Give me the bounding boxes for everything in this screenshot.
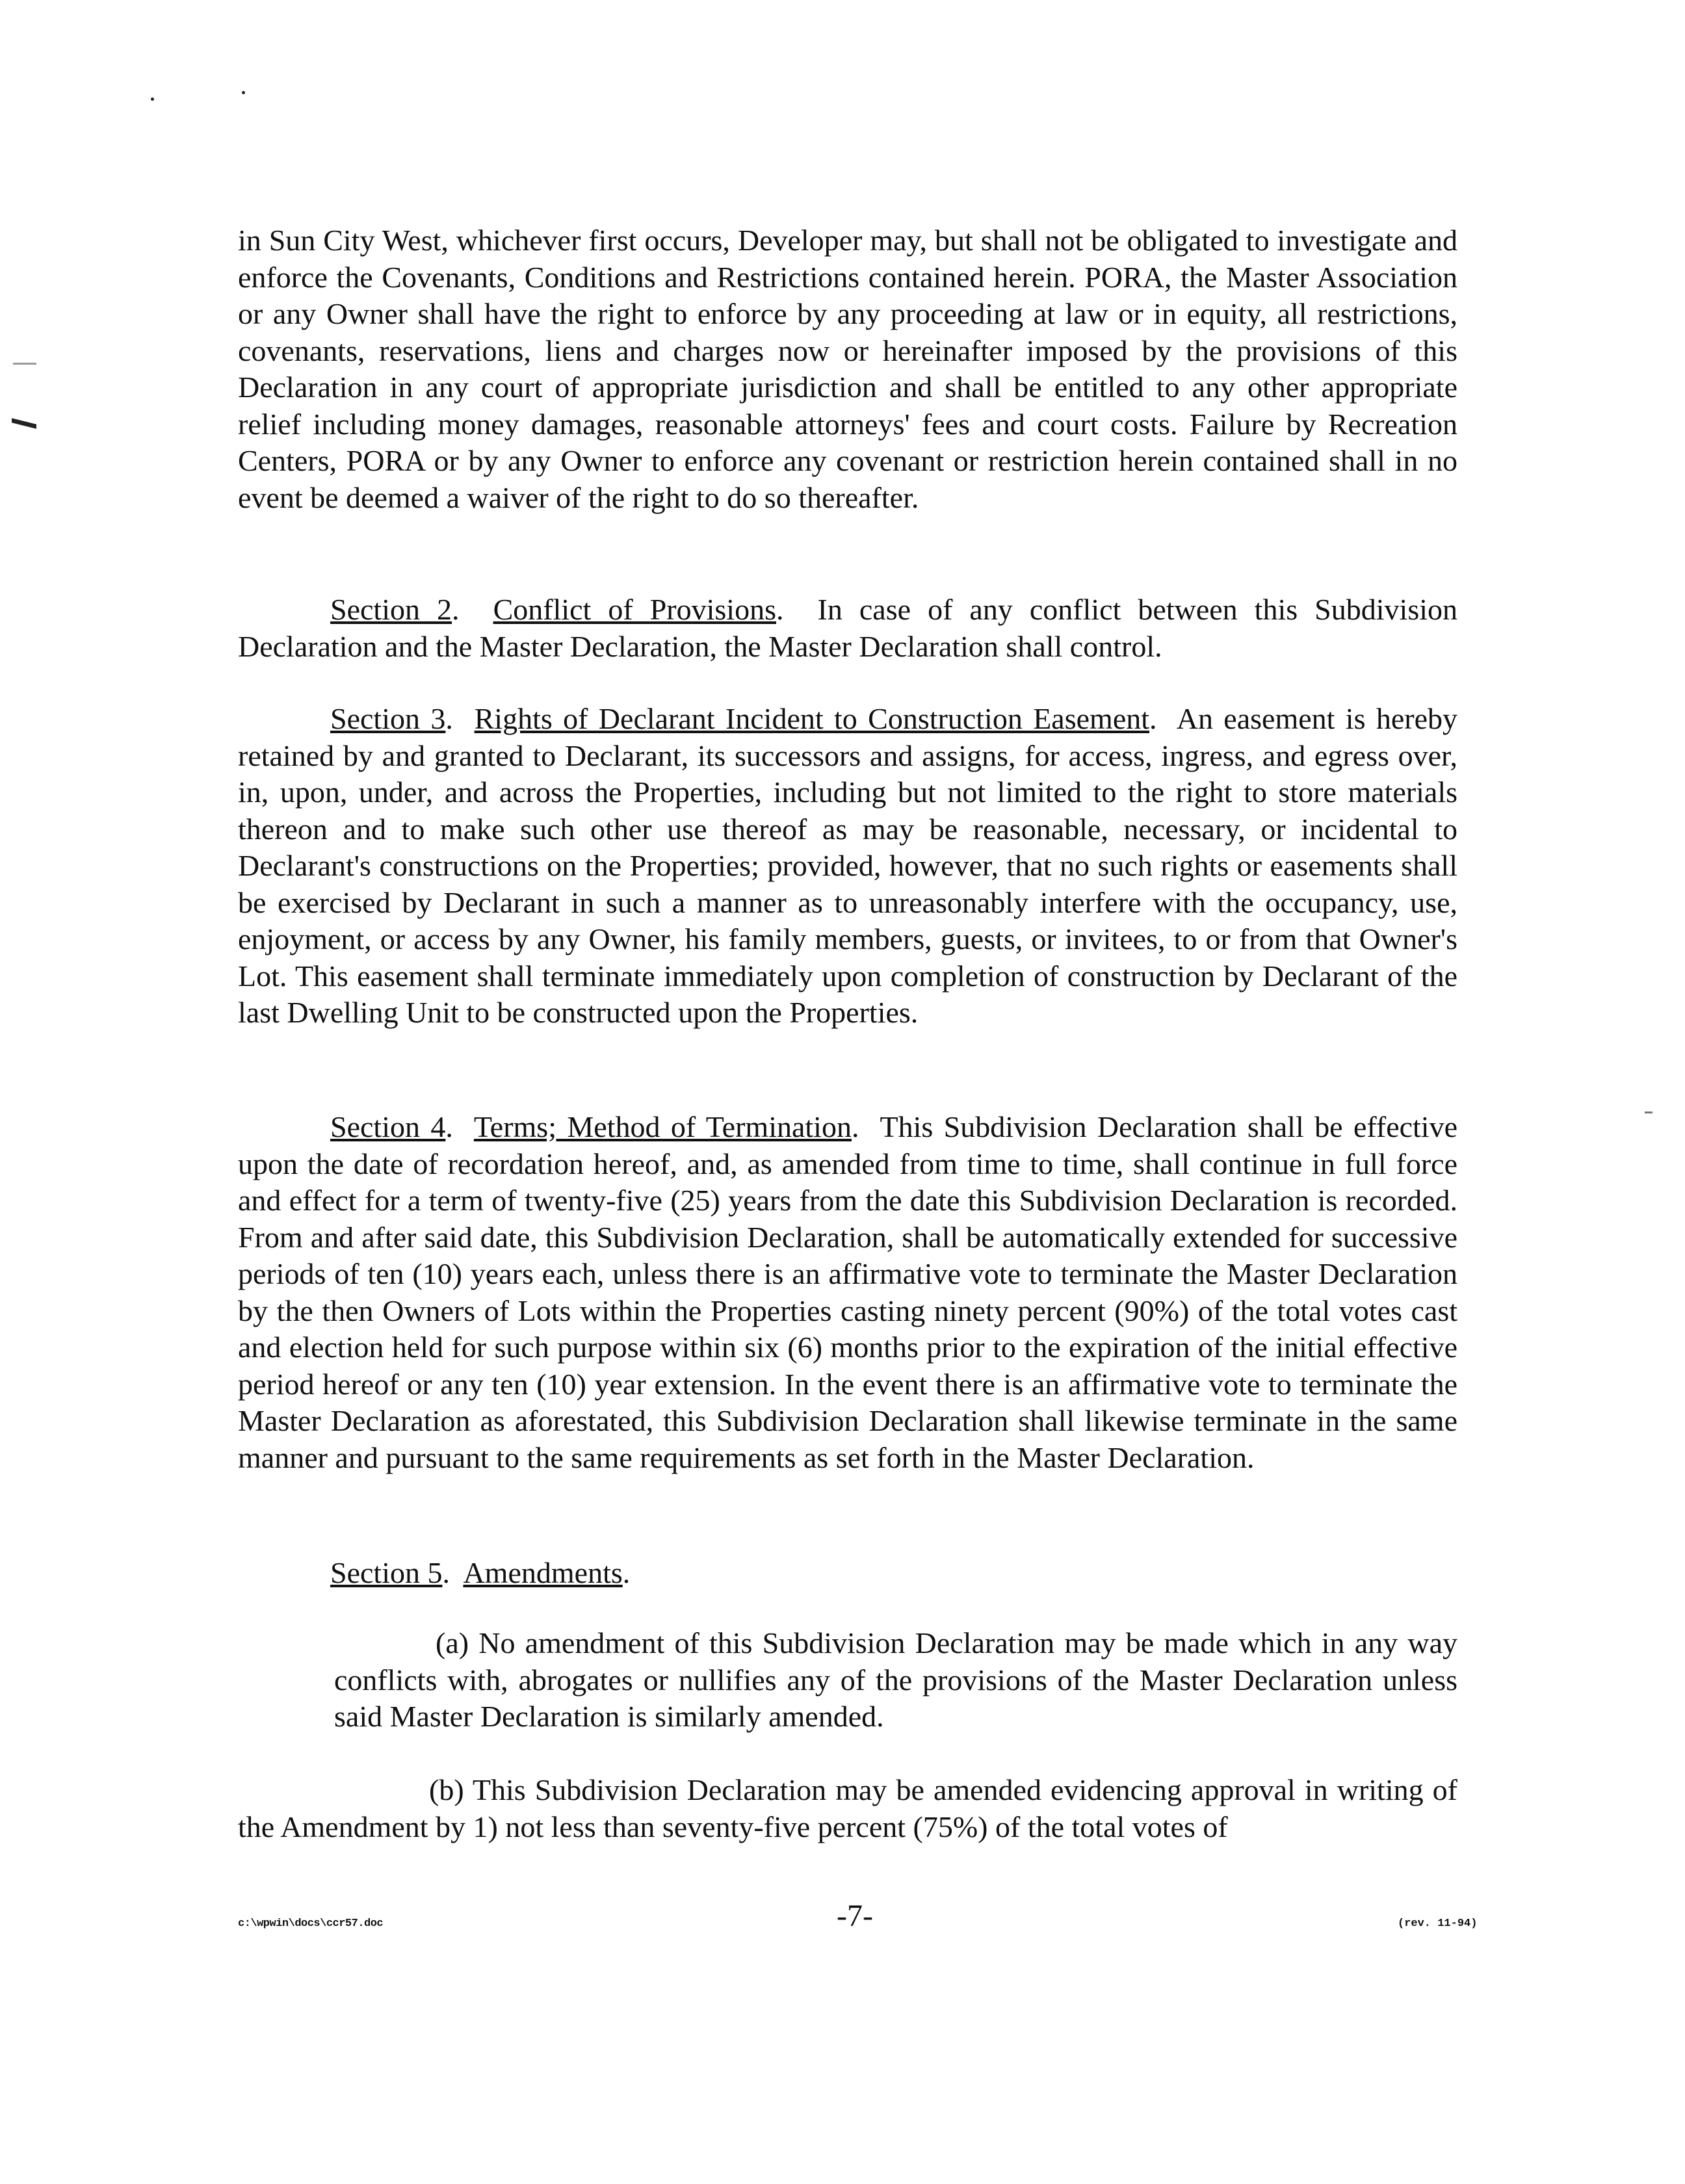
scan-speck	[242, 91, 245, 94]
section-2-paragraph: Section 2. Conflict of Provisions. In case of any conflict between this Subdivision Declaration and the Master Declaration, the Master Declaration shall control.	[238, 593, 1457, 663]
section-5b-paragraph	[238, 1772, 1457, 1845]
scan-mark	[1645, 1112, 1652, 1113]
section-5b-text: (b) This Subdivision Declaration may be amended evidencing approval in writing of the Amendment by 1) not less than seventy-five percent (75%) of the total votes of	[238, 1773, 1457, 1843]
section-3-title: Rights of Declarant Incident to Construction Easement	[474, 702, 1150, 735]
footer-page-number: -7-	[837, 1899, 873, 1933]
footer-file-path: c:\wpwin\docs\ccr57.doc	[238, 1918, 384, 1930]
section-3-text: An easement is hereby retained by and granted to Declarant, its successors and assigns, for access, ingress, and egress over, in, upon, under, and across the Properties, including but not limited to the right to store materials thereon and to make such other use thereof as may be reasonable, necessary, or incidental to Declarant's constructions on the Properties; provided, however, that no such rights or easements shall be exercised by Declarant in such a manner as to unreasonably interfere with the occupancy, use, enjoyment, or access by any Owner, his family members, guests, or invitees, to or from that Owner's Lot. This easement shall terminate immediately upon completion of construction by Declarant of the last Dwelling Unit to be constructed upon the Properties.	[238, 702, 1458, 1029]
section-2-text: In case of any conflict between this Subdivision Declaration and the Master Declaration, the Master Declaration shall control.	[238, 593, 1457, 663]
section-5-label: Section 5	[330, 1556, 443, 1589]
scan-mark	[13, 363, 36, 365]
section-3-label: Section 3	[330, 702, 446, 735]
section-4-label: Section 4	[330, 1110, 446, 1143]
section-4-text: This Subdivision Declaration shall be effective upon the date of recordation hereof, and, as amended from time to time, shall continue in full force and effect for a term of twenty-five (25) years from the date this Subdivision Declaration is recorded. From and after said date, this Subdivision Declaration, shall be automatically extended for successive periods of ten (10) years each, unless there is an affirmative vote to terminate the Master Declaration by the then Owners of Lots within the Properties casting ninety percent (90%) of the total votes cast and election held for such purpose within six (6) months prior to the expiration of the initial effective period hereof or any ten (10) year extension. In the event there is an affirmative vote to terminate the Master Declaration as aforestated, this Subdivision Declaration shall likewise terminate in the same manner and pursuant to the same requirements as set forth in the Master Declaration.	[238, 1110, 1458, 1474]
section-5-title: Amendments	[463, 1556, 623, 1589]
paragraph-continuation	[238, 222, 1457, 516]
section-5a-paragraph	[334, 1625, 1457, 1736]
section-5a-text: (a) No amendment of this Subdivision Declaration may be made which in any way conflicts with, abrogates or nullifies any of the provisions of the Master Declaration unless said Master Declaration is similarly amended.	[334, 1626, 1457, 1733]
scan-speck	[151, 98, 154, 101]
section-3-paragraph: Section 3. Rights of Declarant Incident to Construction Easement. An easement is hereby retained by and granted to Declarant, its successors and assigns, for access, ingress, and egress over, in, upon, under, and across the Properties, including but not limited to the right to store materials thereon and to make such other use thereof as may be reasonable, necessary, or incidental to Declarant's constructions on the Properties; provided, however, that no such rights or easements shall be exercised by Declarant in such a manner as to unreasonably interfere with the occupancy, use, enjoyment, or access by any Owner, his family members, guests, or invitees, to or from that Owner's Lot. This easement shall terminate immediately upon completion of construction by Declarant of the last Dwelling Unit to be constructed upon the Properties.	[238, 702, 1458, 1029]
section-5-heading: Section 5. Amendments.	[330, 1556, 631, 1589]
section-4-paragraph: Section 4. Terms; Method of Termination. This Subdivision Declaration shall be effective upon the date of recordation hereof, and, as amended from time to time, shall continue in full force and effect for a term of twenty-five (25) years from the date this Subdivision Declaration is recorded. From and after said date, this Subdivision Declaration, shall be automatically extended for successive periods of ten (10) years each, unless there is an affirmative vote to terminate the Master Declaration by the then Owners of Lots within the Properties casting ninety percent (90%) of the total votes cast and election held for such purpose within six (6) months prior to the expiration of the initial effective period hereof or any ten (10) year extension. In the event there is an affirmative vote to terminate the Master Declaration as aforestated, this Subdivision Declaration shall likewise terminate in the same manner and pursuant to the same requirements as set forth in the Master Declaration.	[238, 1110, 1458, 1474]
scan-mark	[12, 418, 36, 428]
section-2-label: Section 2	[330, 593, 452, 626]
section-4-title: Terms; Method of Termination	[473, 1110, 852, 1143]
paragraph-text: in Sun City West, whichever first occurs, Developer may, but shall not be obligated to investigate and enforce the Covenants, Conditions and Restrictions contained herein. PORA, the Master Association or any Owner shall have the right to enforce by any proceeding at law or in equity, all restrictions, covenants, reservations, liens and charges now or hereinafter imposed by the provisions of this Declaration in any court of appropriate jurisdiction and shall be entitled to any other appropriate relief including money damages, reasonable attorneys' fees and court costs. Failure by Recreation Centers, PORA or by any Owner to enforce any covenant or restriction herein contained shall in no event be deemed a waiver of the right to do so thereafter.	[238, 224, 1457, 514]
footer-revision: (rev. 11-94)	[1398, 1918, 1478, 1930]
section-2-title: Conflict of Provisions	[493, 593, 776, 626]
